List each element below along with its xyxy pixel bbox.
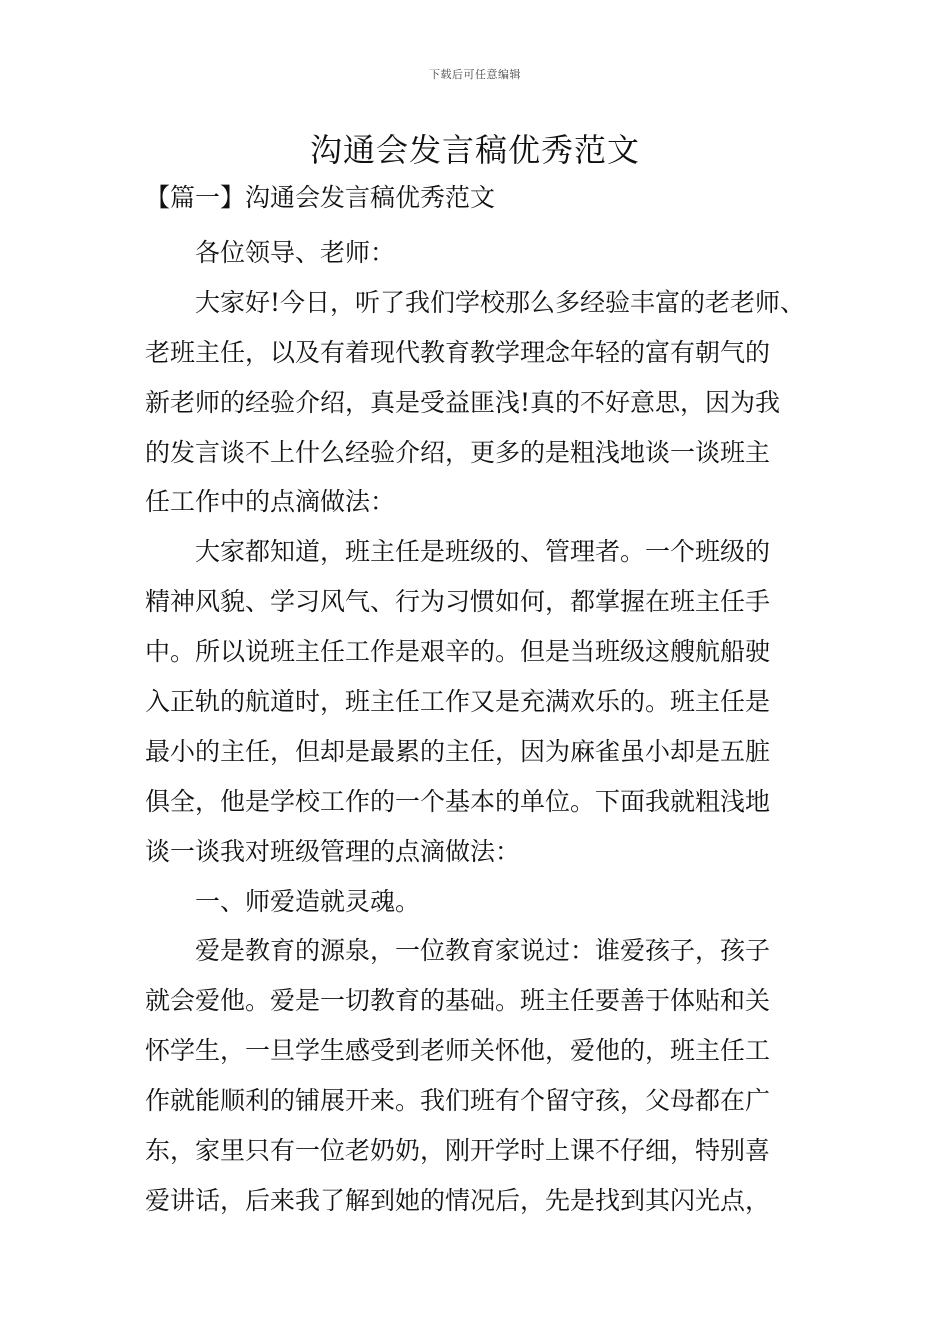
text-line: 怀学生，一旦学生感受到老师关怀他，爱他的，班主任工 bbox=[145, 1036, 771, 1066]
text-line: 东，家里只有一位老奶奶，刚开学时上课不仔细，特别喜 bbox=[145, 1136, 771, 1166]
paragraph-greeting bbox=[145, 228, 835, 278]
text-line: 作就能顺利的铺展开来。我们班有个留守孩，父母都在广 bbox=[145, 1086, 771, 1116]
text-line: 中。所以说班主任工作是艰辛的。但是当班级这艘航船驶 bbox=[145, 637, 771, 667]
text-line: 入正轨的航道时，班主任工作又是充满欢乐的。班主任是 bbox=[145, 687, 771, 717]
text-line: 爱是教育的源泉，一位教育家说过：谁爱孩子，孩子 bbox=[195, 936, 771, 966]
text-line: 大家好!今日，听了我们学校那么多经验丰富的老老师、 bbox=[195, 287, 806, 317]
text-line: 的发言谈不上什么经验介绍，更多的是粗浅地谈一谈班主 bbox=[145, 437, 771, 467]
text-line: 各位领导、老师： bbox=[195, 238, 396, 267]
text-line: 新老师的经验介绍，真是受益匪浅!真的不好意思，因为我 bbox=[145, 387, 781, 417]
text-line: 爱讲话，后来我了解到她的情况后，先是找到其闪光点， bbox=[145, 1185, 771, 1215]
header-note: 下载后可任意编辑 bbox=[429, 68, 521, 81]
text-line: 精神风貌、学习风气、行为习惯如何，都掌握在班主任手 bbox=[145, 587, 771, 617]
body-text bbox=[145, 228, 835, 1226]
text-line: 任工作中的点滴做法： bbox=[145, 487, 396, 517]
text-line: 俱全，他是学校工作的一个基本的单位。下面我就粗浅地 bbox=[145, 786, 771, 816]
text-line: 就会爱他。爱是一切教育的基础。班主任要善于体贴和关 bbox=[145, 986, 771, 1016]
text-line: 谈一谈我对班级管理的点滴做法： bbox=[145, 836, 521, 866]
text-line: 最小的主任，但却是最累的主任，因为麻雀虽小却是五脏 bbox=[145, 736, 771, 766]
paragraph-role bbox=[145, 527, 835, 876]
text-line: 大家都知道，班主任是班级的、管理者。一个班级的 bbox=[195, 537, 771, 567]
paragraph-subheading bbox=[145, 877, 835, 927]
paragraph-love bbox=[145, 926, 835, 1225]
paragraph-intro bbox=[145, 278, 835, 527]
document-title: 沟通会发言稿优秀范文 bbox=[309, 131, 640, 169]
text-line: 一、师爱造就灵魂。 bbox=[195, 886, 421, 916]
text-line: 老班主任，以及有着现代教育教学理念年轻的富有朝气的 bbox=[145, 337, 771, 367]
section-heading: 【篇一】沟通会发言稿优秀范文 bbox=[145, 183, 496, 212]
